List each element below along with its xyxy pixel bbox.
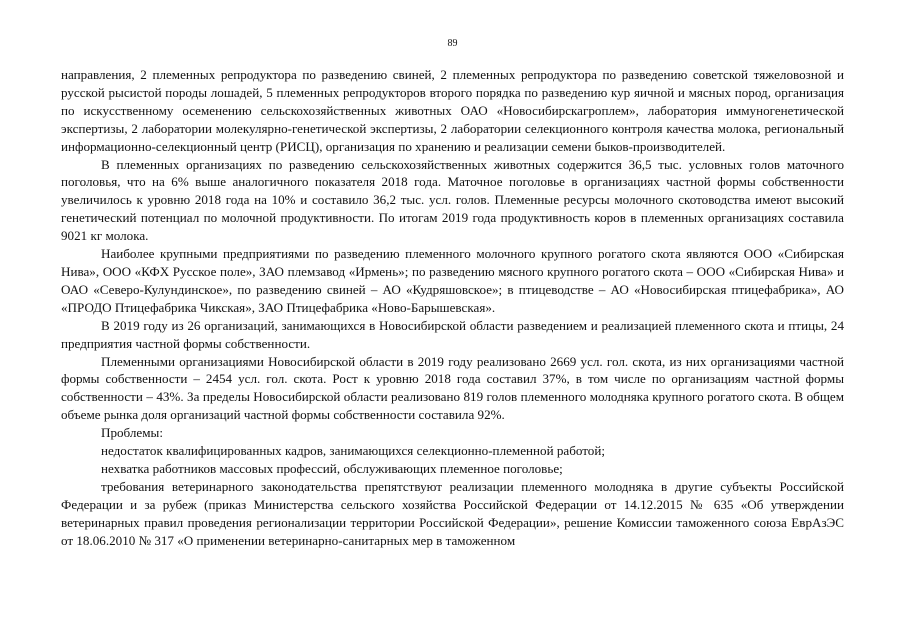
problem-item: недостаток квалифицированных кадров, занимающихся селекционно-племенной работой; — [101, 443, 605, 459]
paragraph-organizations-count: В 2019 году из 26 организаций, занимающихся в Новосибирской области разведением и реализацией племенного скота и птицы, 24 предприятия частной формы собственности. — [61, 317, 844, 351]
body-text — [61, 66, 844, 549]
problem-item: требования ветеринарного законодательства препятствуют реализации племенного молодняка в другие субъекты Российской Федерации и за рубеж (приказ Министерства сельского хозяйства Российской Федерации от 14.12.2015 № 635 «Об утверждении ветеринарных правил проведения регионализации территории Российской Федерации», решение Комиссии таможенного союза ЕврАзЭС от 18.06.2010 № 317 «О применении ветеринарно-санитарных мер в таможенном — [61, 478, 844, 548]
paragraph-breeding-stock: В племенных организациях по разведению сельскохозяйственных животных содержится 36,5 тыс. условных голов маточного поголовья, что на 6% выше аналогичного показателя 2018 года. Маточное поголовье в организациях частной формы собственности увеличилось к уровню 2018 года на 10% и составило 36,2 тыс. усл. голов. Племенные ресурсы молочного скотоводства имеют высокий генетический потенциал по молочной продуктивности. По итогам 2019 года продуктивность коров в племенных организациях составила 9021 кг молока. — [61, 156, 844, 244]
paragraph-continued: направления, 2 племенных репродуктора по разведению свиней, 2 племенных репродуктора по разведению советской тяжеловозной и русской рысистой породы лошадей, 5 племенных репродукторов второго порядка по разведению кур яичной и мясных пород, организация по искусственному осеменению сельскохозяйственных животных ОАО «Новосибирскагроплем», лаборатория иммуногенетической экспертизы, 2 лаборатории молекулярно-генетической экспертизы, 2 лаборатории селекционного контроля качества молока, региональный информационно-селекционный центр (РИСЦ), организация по хранению и реализации семени быков-производителей. — [61, 67, 844, 154]
paragraph-largest-enterprises: Наиболее крупными предприятиями по разведению племенного молочного крупного рогатого скота являются ООО «Сибирская Нива», ООО «КФХ Русское поле», ЗАО племзавод «Ирмень»; по разведению мясного крупного рогатого скота – ООО «Сибирская Нива» и ОАО «Северо-Кулундинское», по разведению свиней – АО «Кудряшовское»; в птицеводстве – АО «Новосибирская птицефабрика», АО «ПРОДО Птицефабрика Чикская», ЗАО Птицефабрика «Ново-Барышевская». — [61, 246, 844, 315]
problems-heading: Проблемы: — [101, 425, 163, 441]
problem-item: нехватка работников массовых профессий, обслуживающих племенное поголовье; — [101, 460, 563, 476]
page-number: 89 — [447, 38, 458, 49]
paragraph-sales: Племенными организациями Новосибирской области в 2019 году реализовано 2669 усл. гол. скота, из них организациями частной формы собственности – 2454 усл. гол. скота. Рост к уровню 2018 года составил 37%, в том числе по организациям частной формы собственности – 43%. За пределы Новосибирской области реализовано 819 голов племенного молодняка крупного рогатого скота. В общем объеме рынка доля организаций частной формы собственности составила 92%. — [61, 353, 844, 423]
